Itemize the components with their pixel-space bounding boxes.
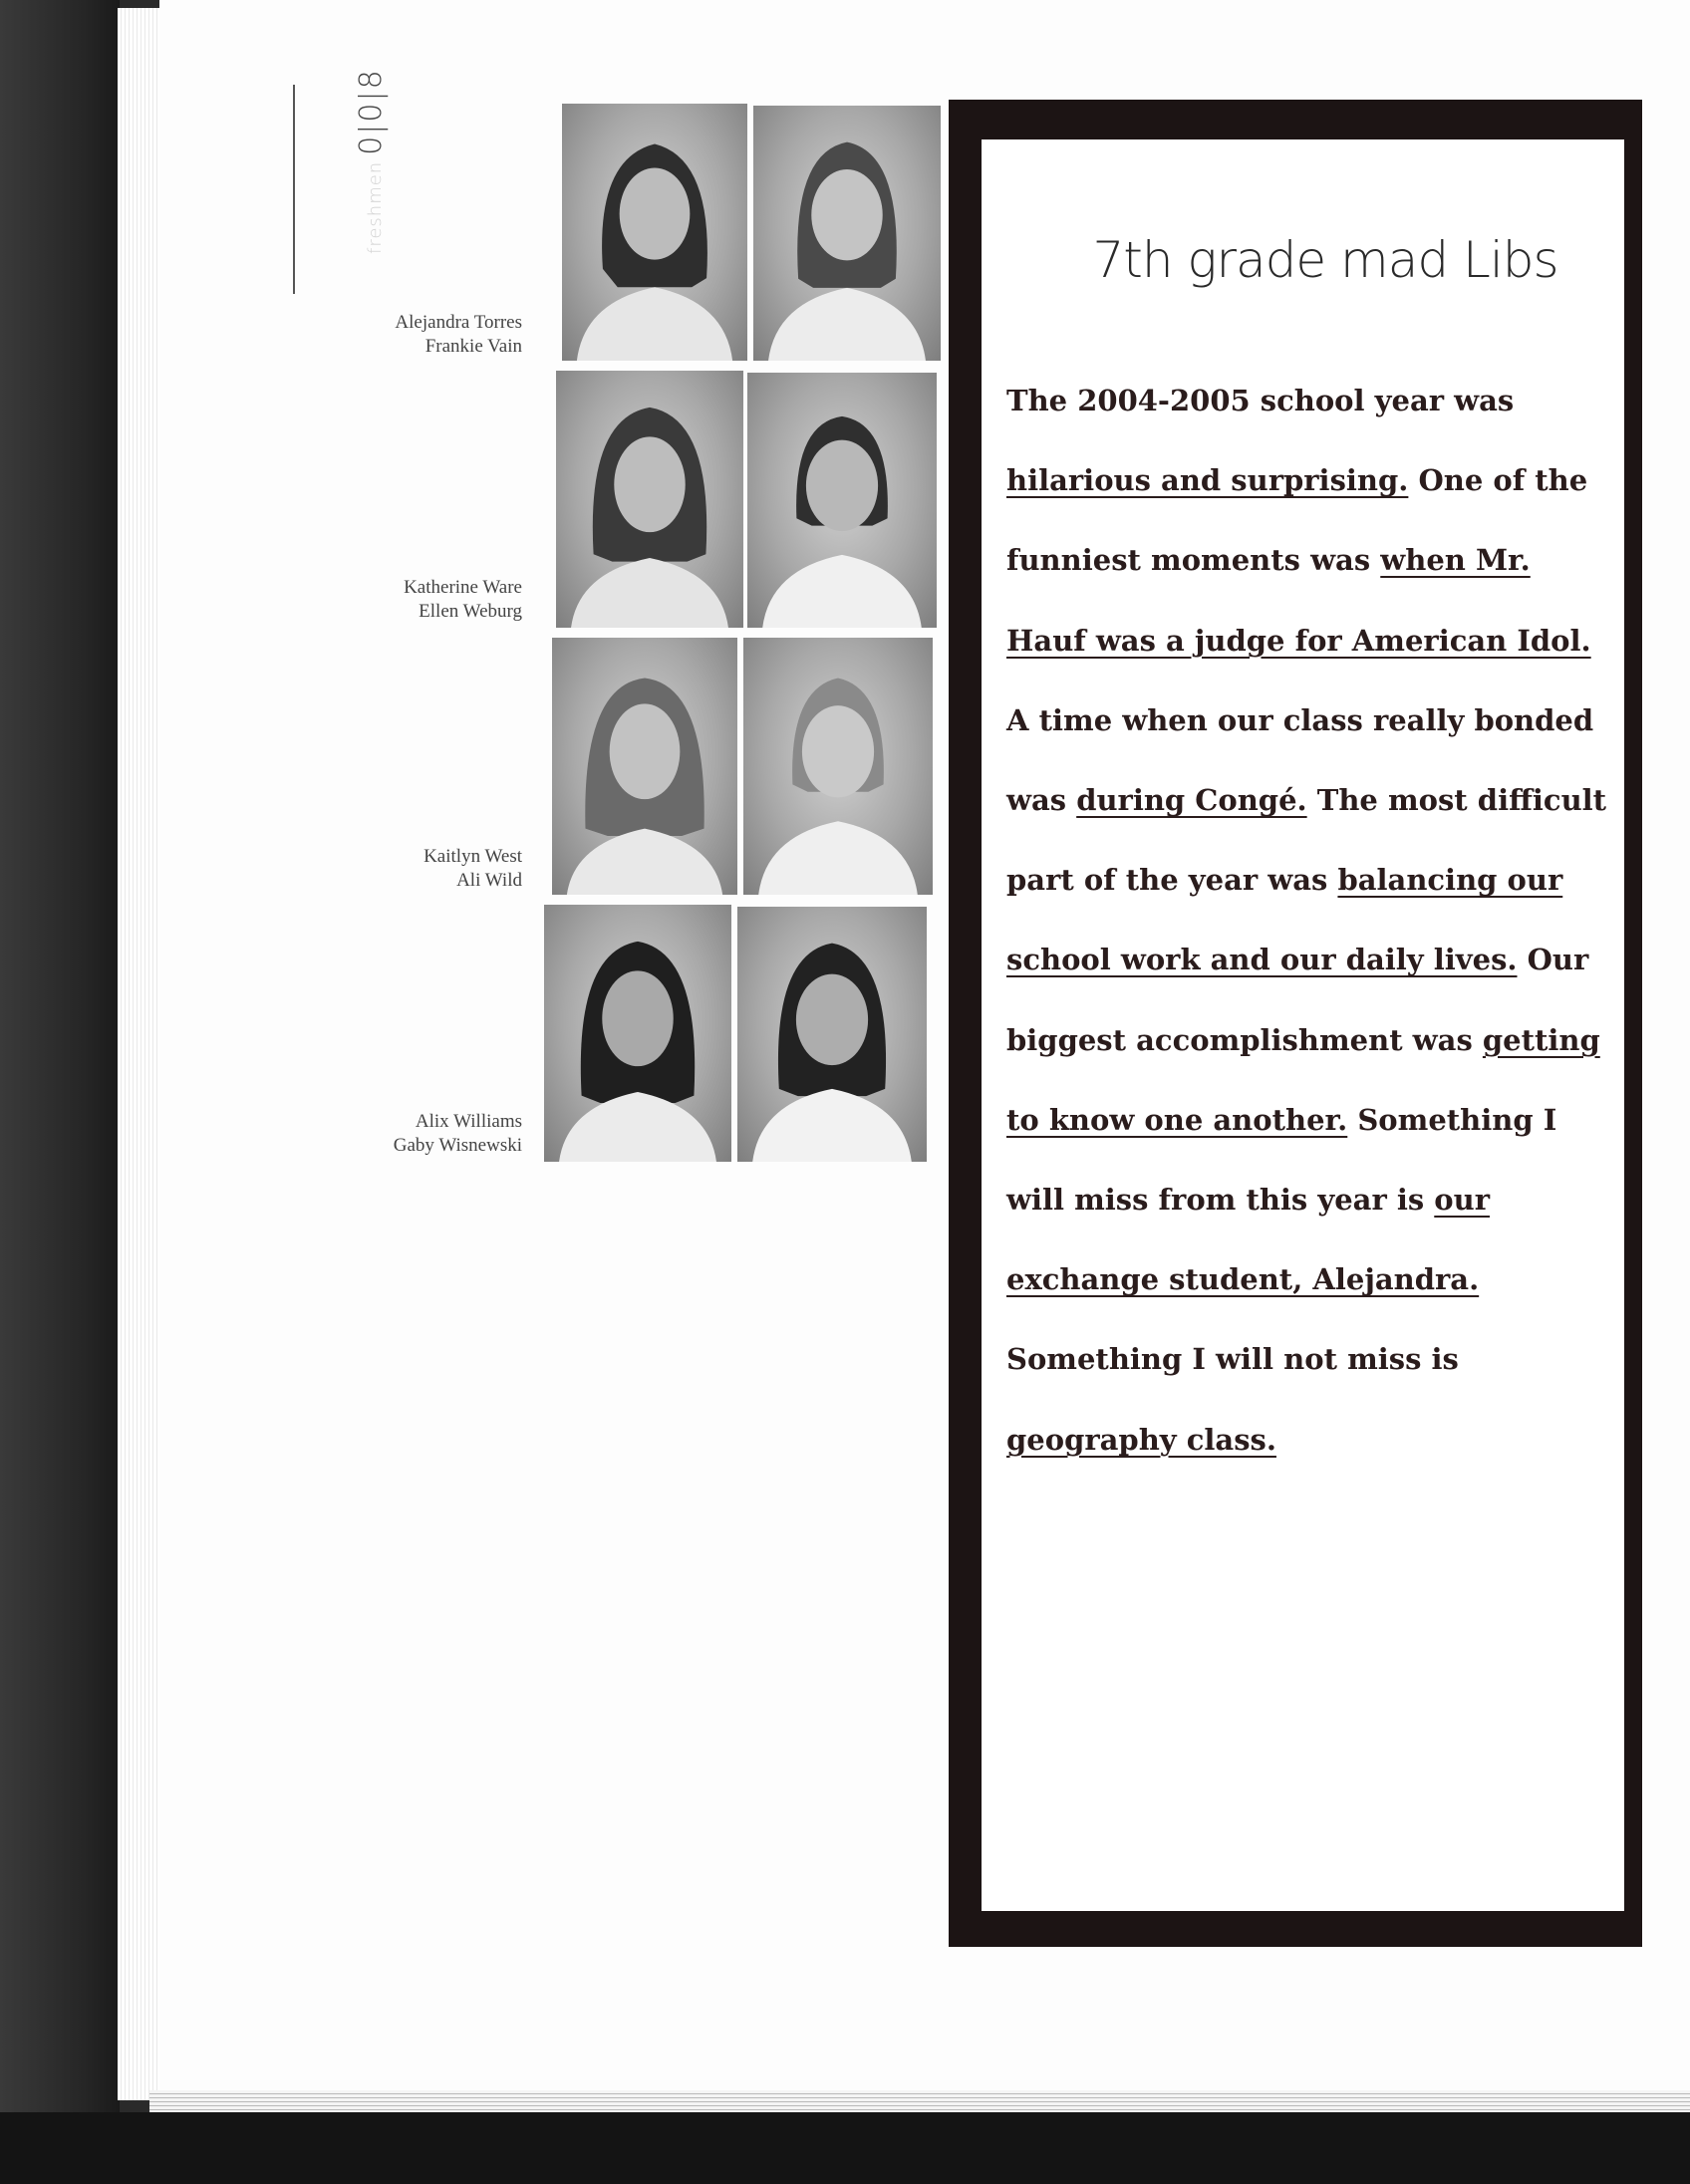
page-number: 0|0|8 [354, 68, 389, 155]
folio [254, 68, 389, 299]
student-portrait [747, 373, 937, 628]
page-stack-bottom [149, 2090, 1690, 2112]
caption-row-3 [423, 845, 522, 893]
madlibs-text: Something I will not miss is [1006, 1342, 1459, 1377]
madlibs-blank: getting to know one another. [1006, 1022, 1600, 1137]
madlibs-blank: during Congé. [1076, 783, 1307, 818]
student-portrait [743, 638, 933, 895]
caption-row-1 [395, 311, 522, 359]
folio-faint-word: freshmen [365, 160, 386, 254]
student-name: Alejandra Torres [395, 312, 522, 333]
madlibs-story [1006, 361, 1614, 1480]
madlibs-text: The 2004-2005 school year was [1006, 384, 1515, 417]
folio-text [354, 55, 389, 254]
caption-row-4 [394, 1110, 522, 1158]
madlibs-blank: our exchange student, Alejandra. [1006, 1183, 1490, 1297]
madlibs-text: A time when our class really bonded was [1006, 702, 1594, 818]
madlibs-text: Something I will miss from this year is [1006, 1102, 1557, 1218]
student-name: Ali Wild [456, 870, 522, 891]
madlibs-text: Our biggest accomplishment was [1006, 943, 1589, 1057]
madlibs-text: The most difficult part of the year was [1006, 783, 1607, 898]
student-name: Frankie Vain [424, 336, 522, 357]
student-portrait [556, 371, 743, 628]
madlibs-text: One of the funniest moments was [1006, 463, 1588, 578]
book-spine-shadow [0, 0, 120, 2184]
student-portrait [552, 638, 737, 895]
scan-bottom-edge [0, 2112, 1690, 2184]
student-name: Ellen Weburg [419, 601, 522, 622]
student-name: Alix Williams [415, 1111, 522, 1132]
student-name: Gaby Wisnewski [393, 1135, 522, 1156]
student-portrait [737, 907, 927, 1162]
madlibs-blank: when Mr. Hauf was a judge for American Idol. [1006, 543, 1591, 658]
caption-row-2 [404, 576, 522, 624]
madlibs-blank: balancing our school work and our daily lives. [1006, 863, 1563, 977]
student-portrait [753, 106, 941, 361]
student-name: Katherine Ware [404, 577, 522, 598]
madlibs-blank: geography class. [1006, 1422, 1276, 1457]
student-portrait [562, 104, 747, 361]
student-name: Kaitlyn West [423, 846, 522, 867]
madlibs-blank: hilarious and surprising. [1006, 463, 1409, 498]
madlibs-title: 7th grade mad Libs [1092, 231, 1558, 289]
student-portrait [544, 905, 731, 1162]
